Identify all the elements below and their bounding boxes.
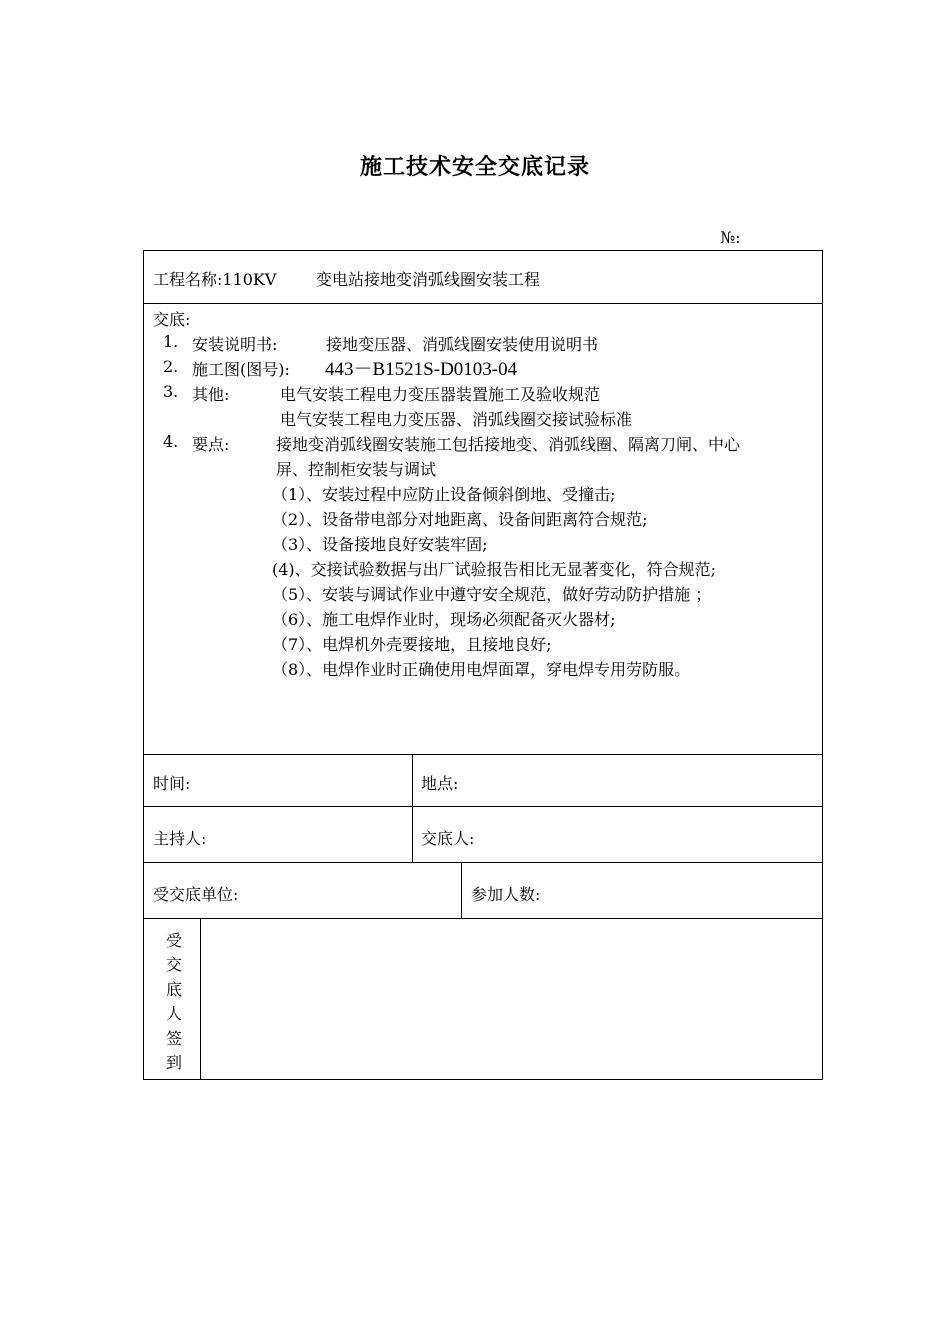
item4-number: 4. bbox=[163, 432, 179, 451]
item1-label: 安装说明书: bbox=[192, 335, 278, 354]
row-divider bbox=[144, 862, 822, 863]
signature-label-char: 交 bbox=[165, 955, 182, 974]
participants-label: 参加人数: bbox=[471, 885, 541, 904]
signature-label-char: 底 bbox=[165, 980, 182, 999]
discloser-label: 交底人: bbox=[421, 829, 475, 848]
project-name: 变电站接地变消弧线圈安装工程 bbox=[316, 270, 541, 289]
item2-label: 施工图(图号): bbox=[192, 360, 290, 379]
page-title: 施工技术安全交底记录 bbox=[359, 155, 590, 180]
record-table bbox=[143, 250, 823, 1080]
signature-label-char: 到 bbox=[165, 1053, 182, 1072]
column-divider bbox=[412, 754, 413, 862]
item4-line1: 接地变消弧线圈安装施工包括接地变、消弧线圈、隔离刀闸、中心 bbox=[276, 435, 741, 454]
item1-value: 接地变压器、消弧线圈安装使用说明书 bbox=[326, 335, 599, 354]
column-divider bbox=[461, 862, 462, 918]
item3-line1: 电气安装工程电力变压器装置施工及验收规范 bbox=[280, 385, 601, 404]
disclosure-heading: 交底: bbox=[153, 310, 191, 329]
item3-label: 其他: bbox=[192, 385, 230, 404]
receiving-unit-label: 受交底单位: bbox=[153, 885, 239, 904]
drawing-number: 443－B1521S-D0103-04 bbox=[325, 359, 518, 380]
point-item: （8）、电焊作业时正确使用电焊面罩，穿电焊专用劳防服。 bbox=[272, 660, 691, 679]
item2-number: 2. bbox=[163, 357, 179, 376]
item4-line2: 屏、控制柜安装与调试 bbox=[276, 460, 437, 479]
row-divider bbox=[144, 754, 822, 755]
item1-number: 1. bbox=[163, 332, 179, 351]
place-label: 地点: bbox=[421, 774, 459, 793]
signature-label-char: 人 bbox=[165, 1004, 182, 1023]
point-item: （6）、施工电焊作业时，现场必须配备灭火器材; bbox=[272, 610, 616, 629]
row-divider bbox=[144, 806, 822, 807]
signature-area[interactable] bbox=[201, 919, 821, 1078]
record-number-label: №: bbox=[720, 228, 741, 247]
point-item: （1）、安装过程中应防止设备倾斜倒地、受撞击; bbox=[272, 485, 616, 504]
time-label: 时间: bbox=[153, 774, 191, 793]
point-item: （2）、设备带电部分对地距离、设备间距离符合规范; bbox=[272, 510, 648, 529]
point-item: （3）、设备接地良好安装牢固; bbox=[272, 535, 488, 554]
item3-line2: 电气安装工程电力变压器、消弧线圈交接试验标准 bbox=[280, 410, 633, 429]
row-divider bbox=[144, 303, 822, 304]
point-item: （7）、电焊机外壳要接地，且接地良好; bbox=[272, 635, 552, 654]
point-item: (4)、交接试验数据与出厂试验报告相比无显著变化，符合规范; bbox=[272, 560, 717, 579]
project-label: 工程名称:110KV bbox=[153, 270, 277, 289]
item4-label: 要点: bbox=[192, 435, 230, 454]
signature-label-char: 签 bbox=[165, 1029, 182, 1048]
host-label: 主持人: bbox=[153, 829, 207, 848]
signature-label-char: 受 bbox=[165, 931, 182, 950]
point-item: （5）、安装与调试作业中遵守安全规范，做好劳动防护措施 ； bbox=[272, 585, 712, 604]
item3-number: 3. bbox=[163, 382, 179, 401]
